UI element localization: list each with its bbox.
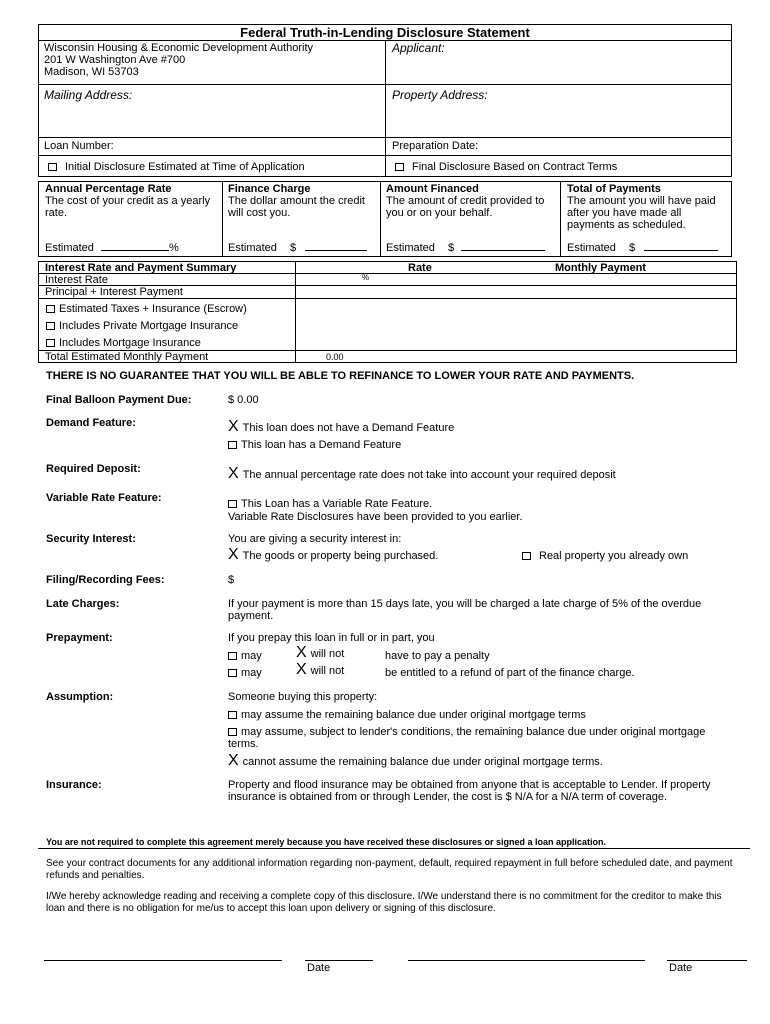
total-est-label: Estimated [567, 242, 616, 254]
late-text: If your payment is more than 15 days late, you will be charged a late charge of 5% of the overdue payment. [228, 598, 702, 622]
signature-line-2[interactable] [408, 960, 645, 961]
page-title: Federal Truth-in-Lending Disclosure Statement [240, 25, 530, 40]
financed-field[interactable] [461, 241, 545, 251]
loan-number-label: Loan Number: [44, 140, 114, 152]
assumption-option-1[interactable] [228, 709, 586, 721]
x-mark-icon: X [228, 752, 239, 769]
apr-box [45, 183, 217, 219]
divider [38, 84, 732, 85]
assumption-label: Assumption: [46, 691, 114, 703]
x-mark-icon: X [228, 465, 239, 482]
final-disclosure-label: Final Disclosure Based on Contract Terms [412, 161, 618, 173]
assumption-option-2[interactable] [228, 726, 728, 750]
apr-unit: % [168, 242, 179, 254]
total-field[interactable] [644, 241, 718, 251]
security-opt2-label: Real property you already own [539, 550, 689, 562]
security-intro: You are giving a security interest in: [228, 533, 402, 545]
deposit-label: Required Deposit: [46, 463, 141, 475]
pmi-option[interactable] [46, 320, 238, 332]
see-contract-text: See your contract documents for any additional information regarding non-payment, default, required repayment in full before scheduled date, and payment refunds and penalties. [46, 858, 733, 881]
not-required-notice: You are not required to complete this agreement merely because you have received these disclosures or signed a loan application. [46, 837, 607, 847]
divider [38, 298, 737, 299]
checkbox-icon[interactable] [48, 163, 57, 171]
checkbox-icon[interactable] [228, 728, 237, 736]
taxes-option[interactable] [46, 303, 247, 315]
checkbox-icon[interactable] [395, 163, 404, 171]
total-box [567, 183, 729, 231]
final-disclosure-option[interactable] [395, 161, 617, 173]
filing-label: Filing/Recording Fees: [46, 574, 165, 586]
total-title: Total of Payments [567, 183, 661, 195]
assumption-opt3-label: cannot assume the remaining balance due under original mortgage terms. [242, 756, 603, 768]
preparation-date-label: Preparation Date: [392, 140, 479, 152]
total-monthly-row: Total Estimated Monthly Payment [45, 351, 209, 363]
demand-option-1[interactable] [228, 418, 455, 435]
date-line-2[interactable] [667, 960, 747, 961]
divider [560, 181, 561, 257]
total-desc: The amount you will have paid after you have made all payments as scheduled. [567, 195, 716, 231]
x-mark-icon: X [296, 661, 307, 678]
assumption-intro: Someone buying this property: [228, 691, 378, 703]
summary-header: Interest Rate and Payment Summary [45, 262, 237, 274]
finance-box [228, 183, 376, 219]
divider [385, 40, 386, 177]
divider [38, 137, 732, 138]
checkbox-icon[interactable] [228, 711, 237, 719]
prepayment-label: Prepayment: [46, 632, 113, 644]
security-label: Security Interest: [46, 533, 136, 545]
filing-value: $ [228, 574, 235, 586]
prepayment-willnot-2[interactable] [296, 661, 345, 678]
insurance-label: Insurance: [46, 779, 102, 791]
signature-line-1[interactable] [44, 960, 282, 961]
principal-interest-row: Principal + Interest Payment [45, 286, 183, 298]
demand-option-2[interactable] [228, 439, 401, 451]
divider [38, 848, 750, 849]
may-label: may [241, 667, 262, 679]
late-label: Late Charges: [46, 598, 120, 610]
lender-name: Wisconsin Housing & Economic Development Authority [44, 42, 314, 54]
balloon-value: $ 0.00 [228, 394, 259, 406]
assumption-opt1-label: may assume the remaining balance due under original mortgage terms [241, 709, 586, 721]
checkbox-icon[interactable] [522, 552, 531, 560]
lender-address2: Madison, WI 53703 [44, 66, 139, 78]
security-option-2[interactable] [522, 550, 688, 562]
variable-option[interactable] [228, 498, 432, 510]
mortgage-ins-label: Includes Mortgage Insurance [59, 337, 201, 349]
prepayment-willnot-1[interactable] [296, 644, 345, 661]
divider [295, 261, 296, 363]
divider [380, 181, 381, 257]
demand-opt1-label: This loan does not have a Demand Feature [242, 422, 455, 434]
checkbox-icon[interactable] [228, 441, 237, 449]
prepayment-may-2[interactable] [228, 667, 262, 679]
will-not-label: will not [310, 648, 345, 660]
financed-box [386, 183, 556, 219]
checkbox-icon[interactable] [46, 305, 55, 313]
financed-est-label: Estimated [386, 242, 435, 254]
checkbox-icon[interactable] [228, 500, 237, 508]
lender-address1: 201 W Washington Ave #700 [44, 54, 186, 66]
security-opt1-label: The goods or property being purchased. [242, 550, 439, 562]
may-label: may [241, 650, 262, 662]
monthly-payment-header: Monthly Payment [555, 262, 647, 274]
will-not-label: will not [310, 665, 345, 677]
total-monthly-value: 0.00 [326, 352, 344, 362]
date-label-1: Date [307, 962, 331, 974]
variable-opt-label: This Loan has a Variable Rate Feature. [241, 498, 433, 510]
apr-title: Annual Percentage Rate [45, 183, 172, 195]
financed-title: Amount Financed [386, 183, 479, 195]
checkbox-icon[interactable] [46, 322, 55, 330]
initial-disclosure-label: Initial Disclosure Estimated at Time of Application [65, 161, 305, 173]
checkbox-icon[interactable] [228, 652, 237, 660]
prepayment-intro: If you prepay this loan in full or in part, you [228, 632, 435, 644]
total-estimate[interactable] [567, 241, 718, 254]
taxes-label: Estimated Taxes + Insurance (Escrow) [59, 303, 247, 315]
apr-estimate[interactable] [45, 241, 179, 254]
deposit-option[interactable] [228, 465, 616, 482]
interest-rate-pct: % [362, 273, 370, 282]
security-option-1[interactable] [228, 546, 439, 563]
financed-desc: The amount of credit provided to you or on your behalf. [386, 195, 545, 219]
property-address-label: Property Address: [392, 88, 488, 102]
balloon-label: Final Balloon Payment Due: [46, 394, 192, 406]
interest-rate-row: Interest Rate [45, 274, 108, 286]
rate-header: Rate [408, 262, 432, 274]
applicant-label: Applicant: [392, 41, 445, 55]
prepayment-line-1: have to pay a penalty [385, 650, 490, 662]
mailing-address-label: Mailing Address: [44, 88, 133, 102]
divider [222, 181, 223, 257]
variable-note: Variable Rate Disclosures have been provided to you earlier. [228, 511, 523, 523]
x-mark-icon: X [296, 644, 307, 661]
date-label-2: Date [669, 962, 693, 974]
x-mark-icon: X [228, 546, 239, 563]
financed-estimate[interactable] [386, 241, 545, 254]
mortgage-ins-option[interactable] [46, 337, 201, 349]
initial-disclosure-option[interactable] [48, 161, 305, 173]
checkbox-icon[interactable] [228, 669, 237, 677]
assumption-opt2-label: may assume, subject to lender's conditions, the remaining balance due under original mortgage terms. [228, 726, 706, 750]
prepayment-may-1[interactable] [228, 650, 262, 662]
finance-estimate[interactable] [228, 241, 367, 254]
insurance-text: Property and flood insurance may be obtained from anyone that is acceptable to Lender. If property insurance is obtained from or through Lender, the cost is $ N/A for a N/A term of coverage. [228, 779, 711, 803]
assumption-option-3[interactable] [228, 752, 603, 769]
prepayment-line-2: be entitled to a refund of part of the finance charge. [385, 667, 635, 679]
demand-opt2-label: This loan has a Demand Feature [241, 439, 402, 451]
apr-est-label: Estimated [45, 242, 94, 254]
no-guarantee-notice: THERE IS NO GUARANTEE THAT YOU WILL BE ABLE TO REFINANCE TO LOWER YOUR RATE AND PAYMENTS. [46, 370, 635, 382]
financed-unit: $ [447, 242, 455, 254]
date-line-1[interactable] [305, 960, 373, 961]
demand-label: Demand Feature: [46, 417, 136, 429]
finance-unit: $ [289, 242, 297, 254]
apr-desc: The cost of your credit as a yearly rate. [45, 195, 211, 219]
acknowledge-text: I/We hereby acknowledge reading and receiving a complete copy of this disclosure. I/We understand there is no commitment for the creditor to make this loan and there is no obligation for me/us to accept this loan upon delivery or signing of this disclosure. [46, 891, 722, 914]
finance-field[interactable] [305, 241, 367, 251]
apr-field[interactable] [101, 241, 169, 251]
total-unit: $ [628, 242, 636, 254]
finance-desc: The dollar amount the credit will cost you. [228, 195, 365, 219]
pmi-label: Includes Private Mortgage Insurance [59, 320, 239, 332]
variable-label: Variable Rate Feature: [46, 492, 162, 504]
finance-est-label: Estimated [228, 242, 277, 254]
finance-title: Finance Charge [228, 183, 311, 195]
deposit-text: The annual percentage rate does not take into account your required deposit [242, 469, 616, 481]
x-mark-icon: X [228, 418, 239, 435]
checkbox-icon[interactable] [46, 339, 55, 347]
divider [38, 155, 732, 156]
